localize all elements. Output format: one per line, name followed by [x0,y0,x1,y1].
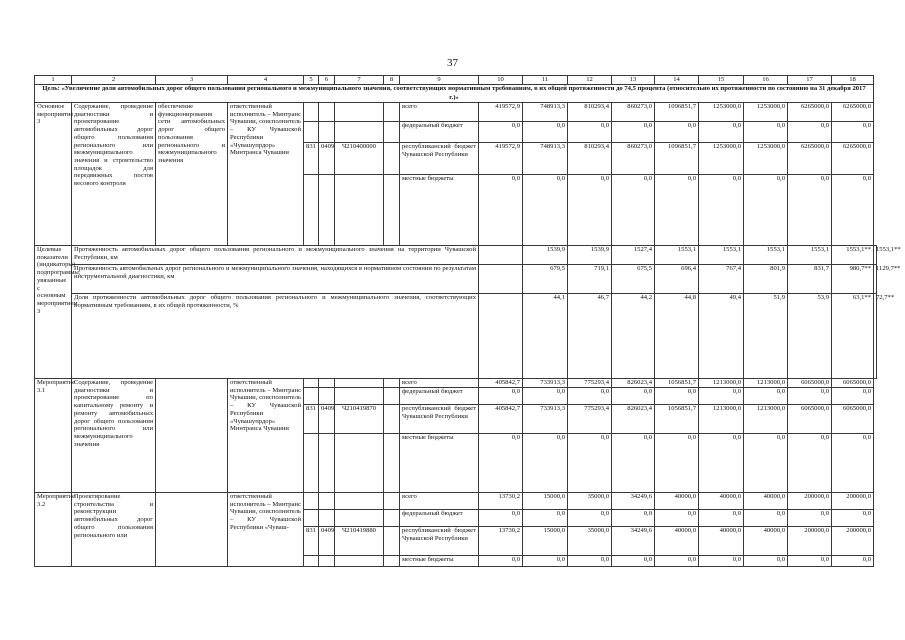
vr-code [384,493,400,510]
value-cell: 15000,0 [523,527,568,556]
value-cell: 719,1 [568,265,612,294]
value-cell: 6265000,0 [832,103,874,122]
value-cell: 826023,4 [612,405,655,434]
value-cell: 200000,0 [832,493,874,510]
vr-code [384,405,400,434]
value-cell: 1553,1 [788,246,832,265]
value-cell: 0,0 [568,434,612,493]
value-cell: 826023,4 [612,379,655,388]
col-header: 4 [228,76,304,85]
value-cell: 13730,2 [479,493,523,510]
funding-source: местные бюджеты [400,556,479,567]
value-cell: 696,4 [655,265,699,294]
measure-name: Содержание, проведение диагностики и проектирование автомобильных дорог общего пользования регионального или межмуниципального значения и строительство площадок для передвижных постов весового контроля [72,103,156,246]
col-header: 2 [72,76,156,85]
value-cell: 6065000,0 [788,379,832,388]
value-cell: 0,0 [523,122,568,143]
value-cell: 0,0 [832,510,874,527]
value-cell: 1253000,0 [744,103,788,122]
value-cell: 0,0 [655,434,699,493]
measure-task: обеспечение функционирования сети автомобильных дорог общего пользования регионального и межмуниципального значения [156,103,228,246]
grbs-code [304,175,319,246]
indicator-text: Протяженность автомобильных дорог общего пользования регионального и межмуниципального значения на территории Чувашской Республики, км [72,246,479,265]
funding-source: федеральный бюджет [400,122,479,143]
col-header: 5 [304,76,319,85]
value-cell: 860273,0 [612,143,655,175]
value-cell: 40000,0 [699,527,744,556]
value-cell: 1129,7** [874,265,877,294]
measure-name: Проектирование строительства и реконструкции автомобильных дорог общего пользования регионального или [72,493,156,567]
rz-code: 0409 [319,405,335,434]
value-cell: 0,0 [832,434,874,493]
value-cell: 405842,7 [479,405,523,434]
program-table [34,75,901,567]
value-cell: 0,0 [479,175,523,246]
value-cell: 810293,4 [568,143,612,175]
rz-code [319,122,335,143]
grbs-code [304,510,319,527]
value-cell: 733913,3 [523,405,568,434]
value-cell: 6065000,0 [832,405,874,434]
value-cell: 775293,4 [568,379,612,388]
value-cell: 63,1** [832,294,874,379]
value-cell: 35000,0 [568,527,612,556]
page-number: 37 [447,57,458,69]
value-cell: 0,0 [523,434,568,493]
value-cell: 0,0 [699,122,744,143]
value-cell: 0,0 [568,122,612,143]
csr-code: Ч210419880 [335,527,384,556]
rz-code: 0409 [319,527,335,556]
value-cell: 0,0 [699,434,744,493]
csr-code [335,379,384,388]
col-header: 13 [612,76,655,85]
value-cell: 0,0 [479,388,523,405]
value-cell: 40000,0 [744,493,788,510]
grbs-code: 831 [304,527,319,556]
value-cell: 40000,0 [655,527,699,556]
value-cell: 1096851,7 [655,143,699,175]
value-cell: 34249,6 [612,493,655,510]
funding-source: федеральный бюджет [400,388,479,405]
value-cell: 6265000,0 [832,143,874,175]
value-cell: 0,0 [655,510,699,527]
value-cell: 0,0 [699,175,744,246]
value-cell: 733913,3 [523,379,568,388]
vr-code [384,510,400,527]
value-cell: 6065000,0 [832,379,874,388]
rz-code [319,434,335,493]
value-cell: 748913,3 [523,103,568,122]
value-cell: 0,0 [479,556,523,567]
funding-source: местные бюджеты [400,175,479,246]
funding-source: федеральный бюджет [400,510,479,527]
goal-text: Цель: «Увеличение доли автомобильных дорог общего пользования регионального и межмуниципального значения, соответствующих нормативным требованиям, в их общей протяженности до 74,5 процента (относительно их протяженности по состоянию на 31 декабря 2017 г.)» [35,85,874,103]
funding-row [35,493,877,510]
value-cell: 0,0 [788,175,832,246]
table-body [35,76,901,567]
indicator-row [35,294,877,379]
vr-code [384,379,400,388]
value-cell: 6265000,0 [788,103,832,122]
value-cell: 0,0 [612,510,655,527]
indicator-text: Доля протяженности автомобильных дорог общего пользования регионального и межмуниципального значения, соответствующих нормативным требованиям, в их общей протяженности, % [72,294,479,379]
value-cell: 34249,6 [612,527,655,556]
value-cell: 767,4 [699,265,744,294]
value-cell: 200000,0 [832,527,874,556]
value-cell: 49,4 [699,294,744,379]
value-cell: 0,0 [655,122,699,143]
value-cell: 1553,1 [699,246,744,265]
value-cell: 0,0 [568,175,612,246]
value-cell: 53,9 [788,294,832,379]
measure-executor: ответственный исполнитель – Минтранс Чувашии, соисполнитель – КУ Чувашской Республики «Чувашупрдор» Минтранса Чувашии [228,103,304,246]
csr-code [335,434,384,493]
value-cell: 0,0 [832,388,874,405]
value-cell: 35000,0 [568,493,612,510]
grbs-code [304,434,319,493]
vr-code [384,122,400,143]
value-cell: 1553,1 [655,246,699,265]
indicator-blank [479,246,523,265]
rz-code [319,510,335,527]
value-cell: 1539,9 [568,246,612,265]
col-header: 14 [655,76,699,85]
value-cell: 44,8 [655,294,699,379]
value-cell: 15000,0 [523,493,568,510]
funding-source: республиканский бюджет Чувашской Республики [400,405,479,434]
col-header: 7 [335,76,384,85]
col-header: 18 [832,76,874,85]
value-cell: 419572,9 [479,143,523,175]
value-cell: 0,0 [479,510,523,527]
value-cell: 44,1 [523,294,568,379]
col-header: 1 [35,76,72,85]
value-cell: 0,0 [523,510,568,527]
value-cell: 0,0 [655,175,699,246]
vr-code [384,388,400,405]
measure-task [156,379,228,493]
value-cell: 1213000,0 [699,379,744,388]
rz-code [319,103,335,122]
funding-source: всего [400,103,479,122]
targets-label: Целевые показатели (индикаторы) подпрограммы, увязанные с основным мероприятием 3 [35,246,72,379]
vr-code [384,143,400,175]
rz-code [319,175,335,246]
value-cell: 1096851,7 [655,103,699,122]
value-cell: 0,0 [832,556,874,567]
rz-code [319,388,335,405]
csr-code [335,510,384,527]
value-cell: 0,0 [788,434,832,493]
value-cell: 0,0 [832,175,874,246]
measure-executor: ответственный исполнитель – Минтранс Чувашии, соисполнитель – КУ Чувашской Республики «Чуваш- [228,493,304,567]
csr-code [335,103,384,122]
value-cell: 6065000,0 [788,405,832,434]
vr-code [384,527,400,556]
value-cell: 0,0 [744,388,788,405]
value-cell: 1527,4 [612,246,655,265]
value-cell: 860273,0 [612,103,655,122]
value-cell: 40000,0 [655,493,699,510]
goal-row [35,85,877,103]
value-cell: 0,0 [788,556,832,567]
column-number-row [35,76,877,85]
grbs-code [304,556,319,567]
value-cell: 1253000,0 [699,143,744,175]
value-cell: 980,7** [832,265,874,294]
grbs-code [304,493,319,510]
funding-source: республиканский бюджет Чувашской Республики [400,143,479,175]
value-cell: 0,0 [655,556,699,567]
csr-code [335,122,384,143]
value-cell: 0,0 [479,434,523,493]
measure-name: Содержание, проведение диагностики и проектирование по капитальному ремонту и ремонту автомобильных дорог общего пользования регионального или межмуниципального значения [72,379,156,493]
rz-code [319,556,335,567]
col-header: 12 [568,76,612,85]
value-cell: 1056851,7 [655,379,699,388]
indicator-blank [479,265,523,294]
value-cell: 419572,9 [479,103,523,122]
value-cell: 1553,1** [874,246,877,265]
col-header: 11 [523,76,568,85]
value-cell: 675,5 [612,265,655,294]
value-cell: 0,0 [523,556,568,567]
measure-task [156,493,228,567]
value-cell: 0,0 [568,556,612,567]
col-header: 6 [319,76,335,85]
value-cell: 44,2 [612,294,655,379]
value-cell: 13730,2 [479,527,523,556]
rz-code: 0409 [319,143,335,175]
value-cell: 0,0 [523,175,568,246]
measure-title: Мероприятие 3.1 [35,379,72,493]
value-cell: 0,0 [699,556,744,567]
value-cell: 0,0 [699,510,744,527]
grbs-code: 831 [304,405,319,434]
col-header: 17 [788,76,832,85]
value-cell: 1056851,7 [655,405,699,434]
value-cell: 72,7** [874,294,877,379]
value-cell: 0,0 [744,122,788,143]
csr-code [335,175,384,246]
indicator-blank [479,294,523,379]
vr-code [384,103,400,122]
col-header: 10 [479,76,523,85]
value-cell: 46,7 [568,294,612,379]
csr-code [335,556,384,567]
indicator-row [35,265,877,294]
measure-title: Основное мероприятие 3 [35,103,72,246]
col-header: 3 [156,76,228,85]
vr-code [384,175,400,246]
value-cell: 405842,7 [479,379,523,388]
funding-source: местные бюджеты [400,434,479,493]
value-cell: 1253000,0 [699,103,744,122]
value-cell: 1213000,0 [744,405,788,434]
value-cell: 40000,0 [699,493,744,510]
value-cell: 831,7 [788,265,832,294]
measure-executor: ответственный исполнитель – Минтранс Чувашии, соисполнитель – КУ Чувашской Республики «Чувашупрдор» Минтранса Чувашии [228,379,304,493]
csr-code: Ч210400000 [335,143,384,175]
grbs-code: 831 [304,143,319,175]
funding-source: всего [400,379,479,388]
value-cell: 1539,9 [523,246,568,265]
value-cell: 40000,0 [744,527,788,556]
value-cell: 801,9 [744,265,788,294]
value-cell: 1553,1 [744,246,788,265]
value-cell: 0,0 [744,556,788,567]
rz-code [319,493,335,510]
value-cell: 0,0 [744,510,788,527]
value-cell: 1553,1** [832,246,874,265]
value-cell: 0,0 [655,388,699,405]
grbs-code [304,379,319,388]
value-cell: 0,0 [479,122,523,143]
csr-code: Ч210419870 [335,405,384,434]
value-cell: 0,0 [612,556,655,567]
value-cell: 748913,3 [523,143,568,175]
value-cell: 200000,0 [788,493,832,510]
indicator-row [35,246,877,265]
value-cell: 0,0 [788,510,832,527]
value-cell: 0,0 [744,175,788,246]
value-cell: 0,0 [612,434,655,493]
csr-code [335,388,384,405]
value-cell: 775293,4 [568,405,612,434]
grbs-code [304,388,319,405]
col-header: 8 [384,76,400,85]
value-cell: 0,0 [568,388,612,405]
value-cell: 0,0 [788,388,832,405]
value-cell: 0,0 [699,388,744,405]
value-cell: 0,0 [832,122,874,143]
funding-row [35,379,877,388]
csr-code [335,493,384,510]
value-cell: 1213000,0 [699,405,744,434]
funding-row [35,103,877,122]
value-cell: 1253000,0 [744,143,788,175]
value-cell: 0,0 [788,122,832,143]
col-header: 15 [699,76,744,85]
grbs-code [304,122,319,143]
grbs-code [304,103,319,122]
value-cell: 0,0 [612,388,655,405]
rz-code [319,379,335,388]
value-cell: 0,0 [523,388,568,405]
value-cell: 51,9 [744,294,788,379]
funding-source: всего [400,493,479,510]
col-header: 9 [400,76,479,85]
value-cell: 810293,4 [568,103,612,122]
measure-title: Мероприятие 3.2 [35,493,72,567]
value-cell: 0,0 [612,175,655,246]
value-cell: 1213000,0 [744,379,788,388]
funding-source: республиканский бюджет Чувашской Республики [400,527,479,556]
value-cell: 679,5 [523,265,568,294]
value-cell: 0,0 [568,510,612,527]
col-header: 16 [744,76,788,85]
value-cell: 200000,0 [788,527,832,556]
vr-code [384,434,400,493]
value-cell: 6265000,0 [788,143,832,175]
value-cell: 0,0 [612,122,655,143]
vr-code [384,556,400,567]
indicator-text: Протяженность автомобильных дорог регионального и межмуниципального значения, находящихся в нормативном состоянии по результатам инструментальной диагностики, км [72,265,479,294]
value-cell: 0,0 [744,434,788,493]
